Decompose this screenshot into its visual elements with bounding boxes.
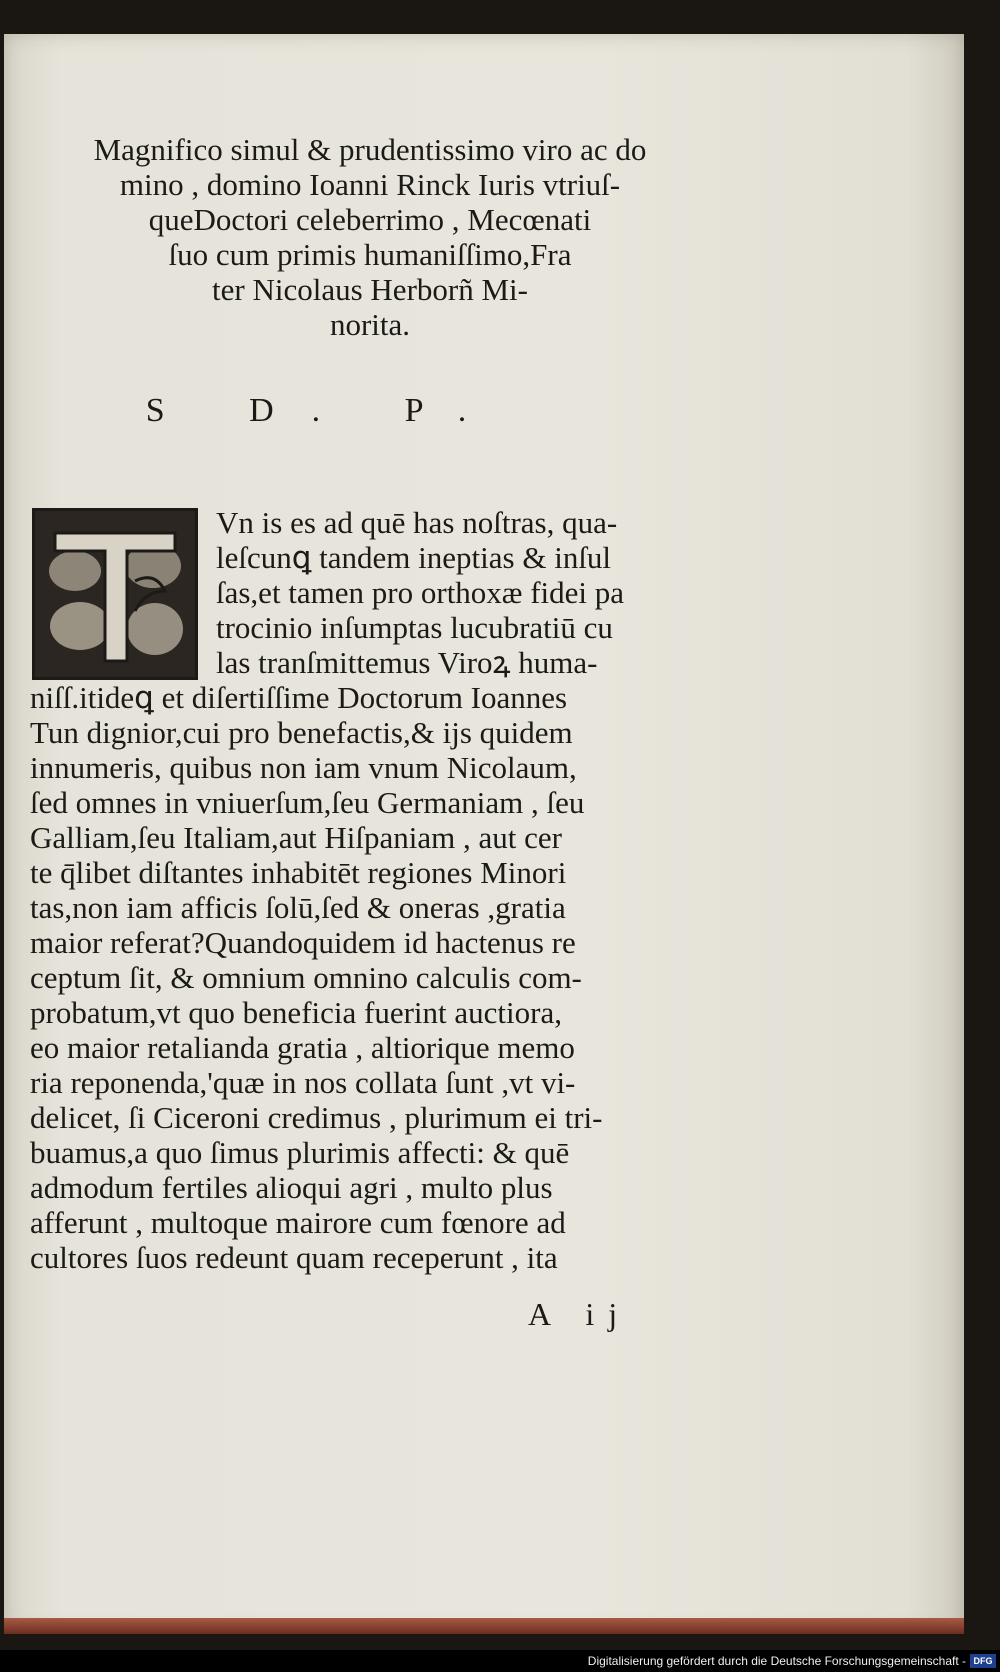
footer-text: Digitalisierung gefördert durch die Deutsche Forschungsgemeinschaft - <box>587 1654 966 1668</box>
body-line: Galliam,ſeu Italiam,aut Hiſpaniam , aut cer <box>30 820 562 855</box>
dfg-logo: DFG <box>970 1654 996 1668</box>
body-line: eo maior retalianda gratia , altiorique memo <box>30 1030 575 1065</box>
body-line: Vn is es ad quē has noſtras, qua- <box>216 505 618 540</box>
body-text <box>30 505 710 1275</box>
body-line: delicet, ſi Ciceroni credimus , plurimum ei tri- <box>30 1100 603 1135</box>
body-line: Tun dignior,cui pro benefactis,& ijs quidem <box>30 715 573 750</box>
salutation: S D. P. <box>145 392 505 429</box>
digitization-footer <box>0 1650 1000 1672</box>
body-line: ceptum ſit, & omnium omnino calculis com- <box>30 960 582 995</box>
body-line: probatum,vt quo beneficia fuerint auctiora, <box>30 995 562 1030</box>
dedication-title <box>30 132 710 342</box>
body-line: innumeris, quibus non iam vnum Nicolaum, <box>30 750 577 785</box>
title-line: ſuo cum primis humaniſſimo,Fra <box>168 237 572 272</box>
title-line: mino , domino Ioanni Rinck Iuris vtriuſ- <box>119 167 621 202</box>
body-line: ſas,et tamen pro orthoxæ fidei pa <box>216 575 625 610</box>
body-line: ſed omnes in vniuerſum,ſeu Germaniam , ſeu <box>30 785 585 820</box>
body-line: afferunt , multoque mairore cum fœnore ad <box>30 1205 566 1240</box>
page-edge <box>4 1618 964 1634</box>
body-line: niſſ.itideꝗ et diſertiſſime Doctorum Ioannes <box>30 680 568 715</box>
body-line: ria reponenda,'quæ in nos collata ſunt ,vt vi- <box>30 1065 576 1100</box>
body-line: leſcunꝗ tandem ineptias & inſul <box>216 540 612 575</box>
title-line: norita. <box>329 307 411 342</box>
body-line: cultores ſuos redeunt quam receperunt , ita <box>30 1240 558 1275</box>
body-line: tas,non iam afficis ſolū,ſed & oneras ,gratia <box>30 890 566 925</box>
title-line: Magnifico simul & prudentissimo viro ac do <box>93 132 647 167</box>
body-line: admodum fertiles alioqui agri , multo plus <box>30 1170 553 1205</box>
body-line: las tranſmittemus Viroꝝ huma- <box>216 645 598 680</box>
signature-mark: A ij <box>528 1296 632 1332</box>
body-line: maior referat?Quandoquidem id hactenus re <box>30 925 576 960</box>
body-line: buamus,a quo ſimus plurimis affecti: & quē <box>30 1135 570 1170</box>
title-line: queDoctori celeberrimo , Mecœnati <box>148 202 592 237</box>
title-line: ter Nicolaus Herborñ Mi- <box>212 272 528 307</box>
body-line: trocinio inſumptas lucubratiū cu <box>216 610 613 645</box>
body-line: te q̄libet diſtantes inhabitēt regiones Minori <box>30 855 567 890</box>
